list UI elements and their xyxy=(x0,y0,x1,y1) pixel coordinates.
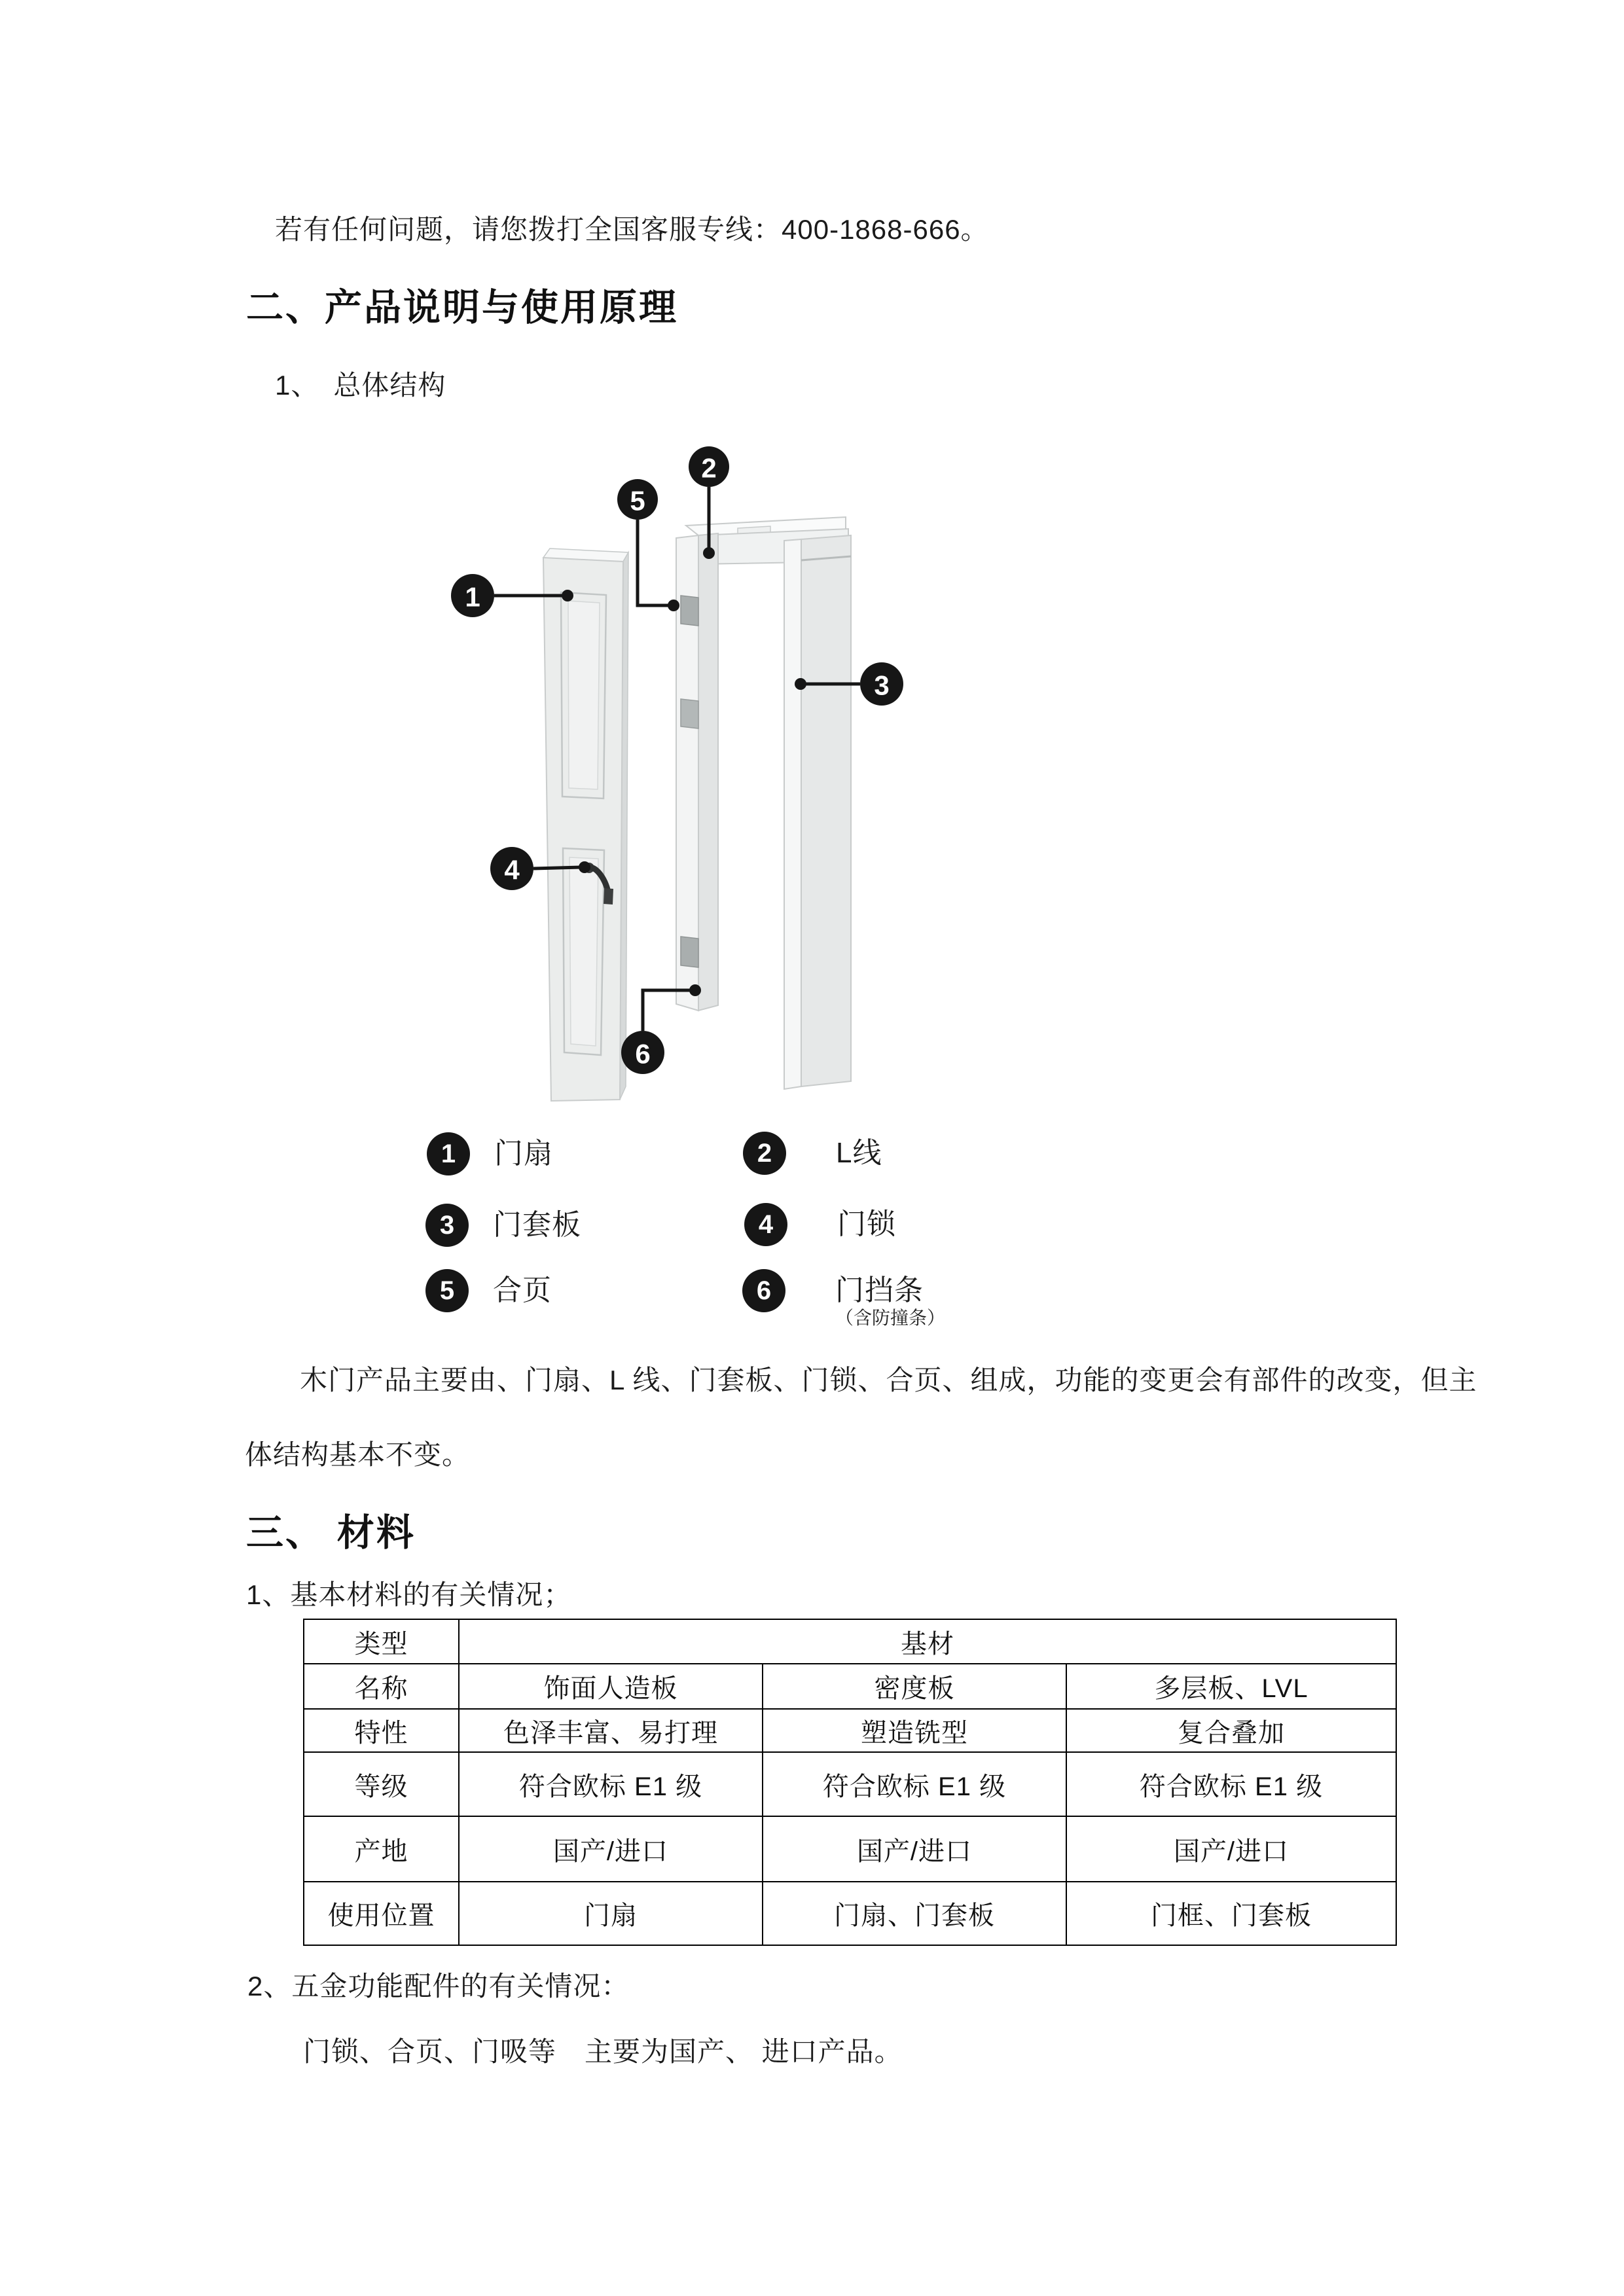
door-leaf xyxy=(543,548,628,1101)
cell-position-1: 门扇 xyxy=(459,1882,763,1945)
legend-badge-6: 6 xyxy=(742,1269,785,1312)
cell-origin-1: 国产/进口 xyxy=(459,1816,763,1882)
cell-origin-3: 国产/进口 xyxy=(1066,1816,1396,1882)
cell-name-3: 多层板、LVL xyxy=(1066,1664,1396,1709)
svg-text:6: 6 xyxy=(635,1038,651,1069)
table-row xyxy=(304,1816,1396,1882)
hinge-jamb xyxy=(676,533,718,1011)
svg-text:1: 1 xyxy=(465,581,480,613)
cell-grade-1: 符合欧标 E1 级 xyxy=(459,1752,763,1816)
legend-badge-3: 3 xyxy=(425,1204,469,1247)
legend-item-hinge xyxy=(425,1269,552,1312)
cell-name-1: 饰面人造板 xyxy=(459,1664,763,1709)
legend-label-hinge: 合页 xyxy=(493,1274,552,1306)
legend-item-door-lock xyxy=(744,1203,896,1246)
hardware-intro: 2、五金功能配件的有关情况： xyxy=(247,1971,630,2001)
legend-label-l-line: L线 xyxy=(836,1137,882,1169)
svg-text:4: 4 xyxy=(504,854,520,886)
paragraph-line-1: 木门产品主要由、门扇、L 线、门套板、门锁、合页、组成，功能的变更会有部件的改变，但主 xyxy=(300,1365,1477,1395)
table-row xyxy=(304,1664,1396,1709)
svg-text:3: 3 xyxy=(874,670,890,701)
table-row xyxy=(304,1882,1396,1945)
structure-paragraph xyxy=(245,1343,1489,1492)
legend-badge-2: 2 xyxy=(743,1132,786,1175)
row-label-feature: 特性 xyxy=(304,1709,459,1752)
legend-label-door-stop: 门挡条 xyxy=(835,1274,924,1306)
table-row xyxy=(304,1709,1396,1752)
cell-origin-2: 国产/进口 xyxy=(763,1816,1066,1882)
cell-grade-3: 符合欧标 E1 级 xyxy=(1066,1752,1396,1816)
legend-badge-1: 1 xyxy=(427,1132,470,1175)
row-label-origin: 产地 xyxy=(304,1816,459,1882)
section-heading-3: 三、 材料 xyxy=(246,1512,416,1554)
legend-item-l-line xyxy=(743,1132,882,1175)
section-heading-2: 二、产品说明与使用原理 xyxy=(246,287,678,329)
legend-label-door-leaf: 门扇 xyxy=(494,1138,553,1170)
legend-item-door-stop xyxy=(742,1269,945,1328)
row-label-grade: 等级 xyxy=(304,1752,459,1816)
table-header-type: 类型 xyxy=(304,1619,459,1664)
legend-badge-5: 5 xyxy=(425,1269,469,1312)
table-row xyxy=(304,1752,1396,1816)
door-exploded-diagram xyxy=(406,432,916,1126)
subsection-overall-structure: 1、 总体结构 xyxy=(275,370,446,401)
cell-feature-2: 塑造铣型 xyxy=(763,1709,1066,1752)
cell-position-3: 门框、门套板 xyxy=(1066,1882,1396,1945)
svg-text:2: 2 xyxy=(701,452,717,484)
cell-feature-1: 色泽丰富、易打理 xyxy=(459,1709,763,1752)
row-label-position: 使用位置 xyxy=(304,1882,459,1945)
materials-table xyxy=(303,1619,1397,1946)
legend-sublabel-bumper-strip: （含防撞条） xyxy=(835,1308,946,1328)
service-hotline-text: 若有任何问题，请您拨打全国客服专线：400-1868-666。 xyxy=(275,214,989,245)
cell-feature-3: 复合叠加 xyxy=(1066,1709,1396,1752)
materials-intro: 1、基本材料的有关情况； xyxy=(246,1579,572,1610)
row-label-name: 名称 xyxy=(304,1664,459,1709)
table-header-substrate: 基材 xyxy=(459,1619,1396,1664)
materials-table-wrap xyxy=(303,1619,1397,1946)
cell-name-2: 密度板 xyxy=(763,1664,1066,1709)
legend-item-door-leaf xyxy=(427,1132,553,1175)
legend-badge-4: 4 xyxy=(744,1203,787,1246)
svg-text:5: 5 xyxy=(630,485,645,516)
hardware-note: 门锁、合页、门吸等 主要为国产、 进口产品。 xyxy=(303,2036,903,2067)
paragraph-line-2: 体结构基本不变。 xyxy=(245,1439,471,1470)
cell-position-2: 门扇、门套板 xyxy=(763,1882,1066,1945)
legend-label-jamb-panel: 门套板 xyxy=(493,1209,581,1241)
cell-grade-2: 符合欧标 E1 级 xyxy=(763,1752,1066,1816)
table-row xyxy=(304,1619,1396,1664)
legend-item-jamb-panel xyxy=(425,1204,581,1247)
legend-label-door-lock: 门锁 xyxy=(837,1208,896,1240)
